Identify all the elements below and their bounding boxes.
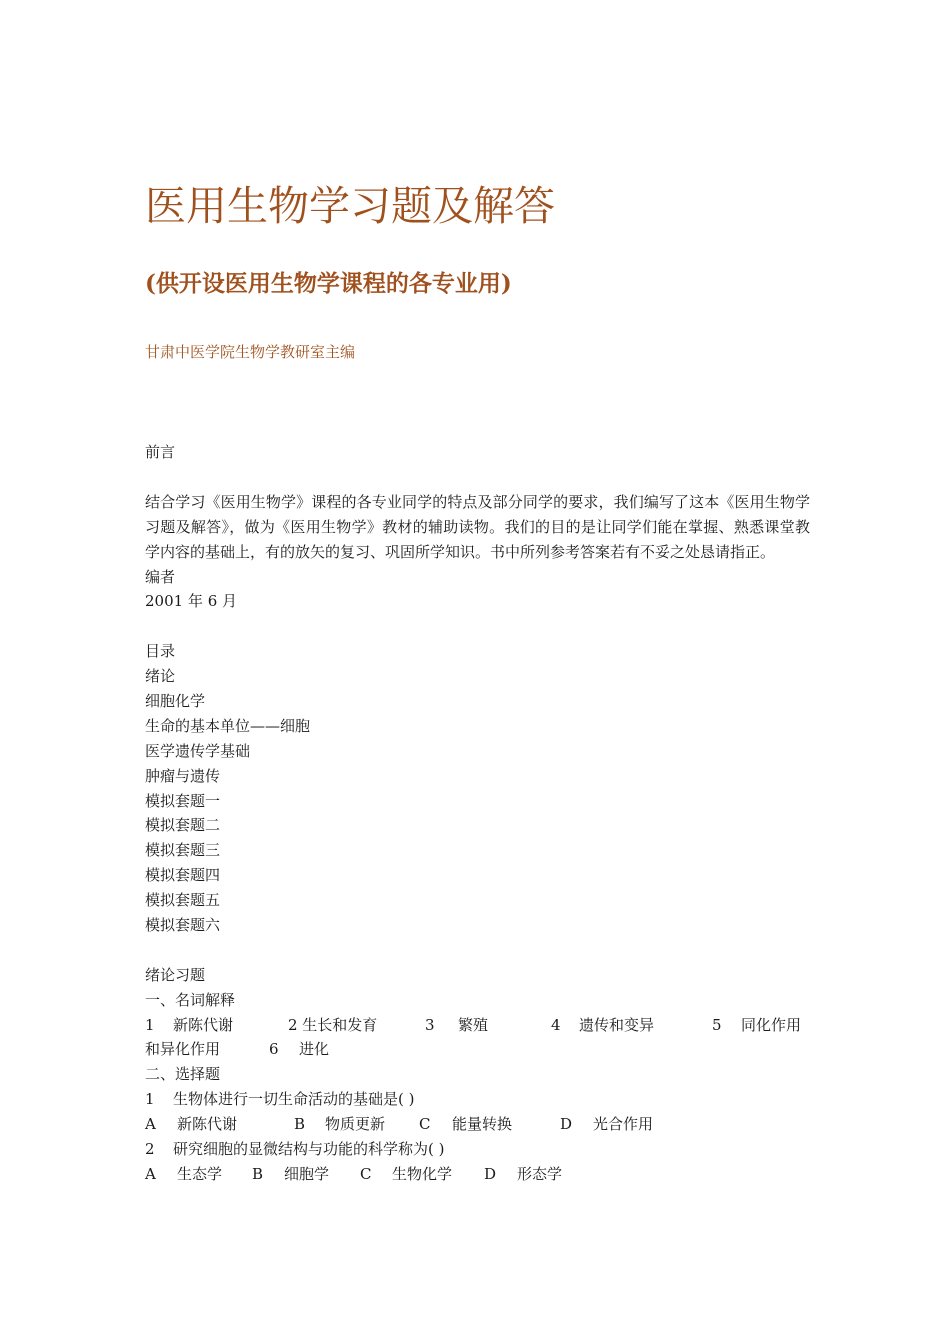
option-letter: D [484, 1164, 497, 1183]
toc-item: 模拟套题六 [145, 915, 221, 934]
question-number: 1 [145, 1090, 155, 1109]
option-letter: A [145, 1115, 156, 1134]
term-number: 5 [712, 1015, 722, 1034]
option-text: 光合作用 [593, 1115, 654, 1134]
preface-date: 2001 年 6 月 [145, 592, 238, 611]
option-text: 生态学 [177, 1164, 223, 1183]
term-number: 4 [551, 1015, 561, 1034]
option-letter: C [360, 1164, 372, 1183]
toc-item: 细胞化学 [145, 691, 206, 710]
preface-paragraph: 结合学习《医用生物学》课程的各专业同学的特点及部分同学的要求，我们编写了这本《医用生物学习题及解答》，做为《医用生物学》教材的辅助读物。我们的目的是让同学们能在掌握、熟悉课堂教学内容的基础上，有的放矢的复习、巩固所学知识。书中所列参考答案若有不妥之处恳请指正。 [145, 492, 810, 561]
term-text: 遗传和变异 [579, 1015, 655, 1034]
toc-heading: 目录 [145, 642, 176, 661]
option-text: 细胞学 [284, 1164, 330, 1183]
toc-item: 模拟套题三 [145, 841, 221, 860]
term-number: 6 [269, 1040, 279, 1059]
terms-line [145, 1013, 810, 1038]
question-text: 生物体进行一切生命活动的基础是( ) [173, 1090, 415, 1109]
term-number: 1 [145, 1015, 155, 1034]
term-text: 同化作用 [741, 1015, 802, 1034]
question [145, 1137, 810, 1162]
document-title: 医用生物学习题及解答 [145, 182, 555, 230]
spacer [145, 465, 810, 490]
spacer [145, 938, 810, 963]
spacer [145, 614, 810, 639]
term-number: 3 [425, 1015, 435, 1034]
toc-item: 绪论 [145, 667, 176, 686]
section-heading-terms: 一、名词解释 [145, 990, 236, 1009]
toc-item: 模拟套题五 [145, 891, 221, 910]
toc-item: 医学遗传学基础 [145, 741, 251, 760]
term-text: 2 生长和发育 [288, 1015, 378, 1034]
option-letter: B [252, 1164, 264, 1183]
option-text: 新陈代谢 [177, 1115, 238, 1134]
term-text: 繁殖 [458, 1015, 489, 1034]
option-text: 生物化学 [392, 1164, 453, 1183]
preface-heading: 前言 [145, 443, 176, 461]
document-subtitle: (供开设医用生物学课程的各专业用) [145, 270, 512, 297]
term-text: 新陈代谢 [173, 1015, 234, 1034]
section-heading-choice: 二、选择题 [145, 1065, 221, 1084]
question-text: 研究细胞的显微结构与功能的科学称为( ) [173, 1139, 445, 1158]
toc-item: 模拟套题四 [145, 866, 221, 885]
toc-item: 生命的基本单位——细胞 [145, 716, 311, 735]
question-options [145, 1112, 810, 1137]
document-body [145, 440, 810, 1187]
option-letter: D [560, 1115, 573, 1134]
toc-item: 模拟套题一 [145, 791, 221, 810]
option-letter: A [145, 1164, 156, 1183]
toc-item: 肿瘤与遗传 [145, 766, 221, 785]
editor-credit: 甘肃中医学院生物学教研室主编 [145, 343, 356, 361]
question [145, 1087, 810, 1112]
preface-signature: 编者 [145, 567, 176, 586]
question-options [145, 1162, 810, 1187]
option-text: 形态学 [517, 1164, 563, 1183]
exercises-heading: 绪论习题 [145, 965, 206, 984]
option-text: 能量转换 [452, 1115, 513, 1134]
option-letter: B [294, 1115, 306, 1134]
question-number: 2 [145, 1139, 155, 1158]
term-text: 进化 [299, 1040, 330, 1059]
option-text: 物质更新 [325, 1115, 386, 1134]
option-letter: C [419, 1115, 431, 1134]
term-text: 和异化作用 [145, 1040, 221, 1059]
terms-line [145, 1037, 810, 1062]
toc-item: 模拟套题二 [145, 816, 221, 835]
